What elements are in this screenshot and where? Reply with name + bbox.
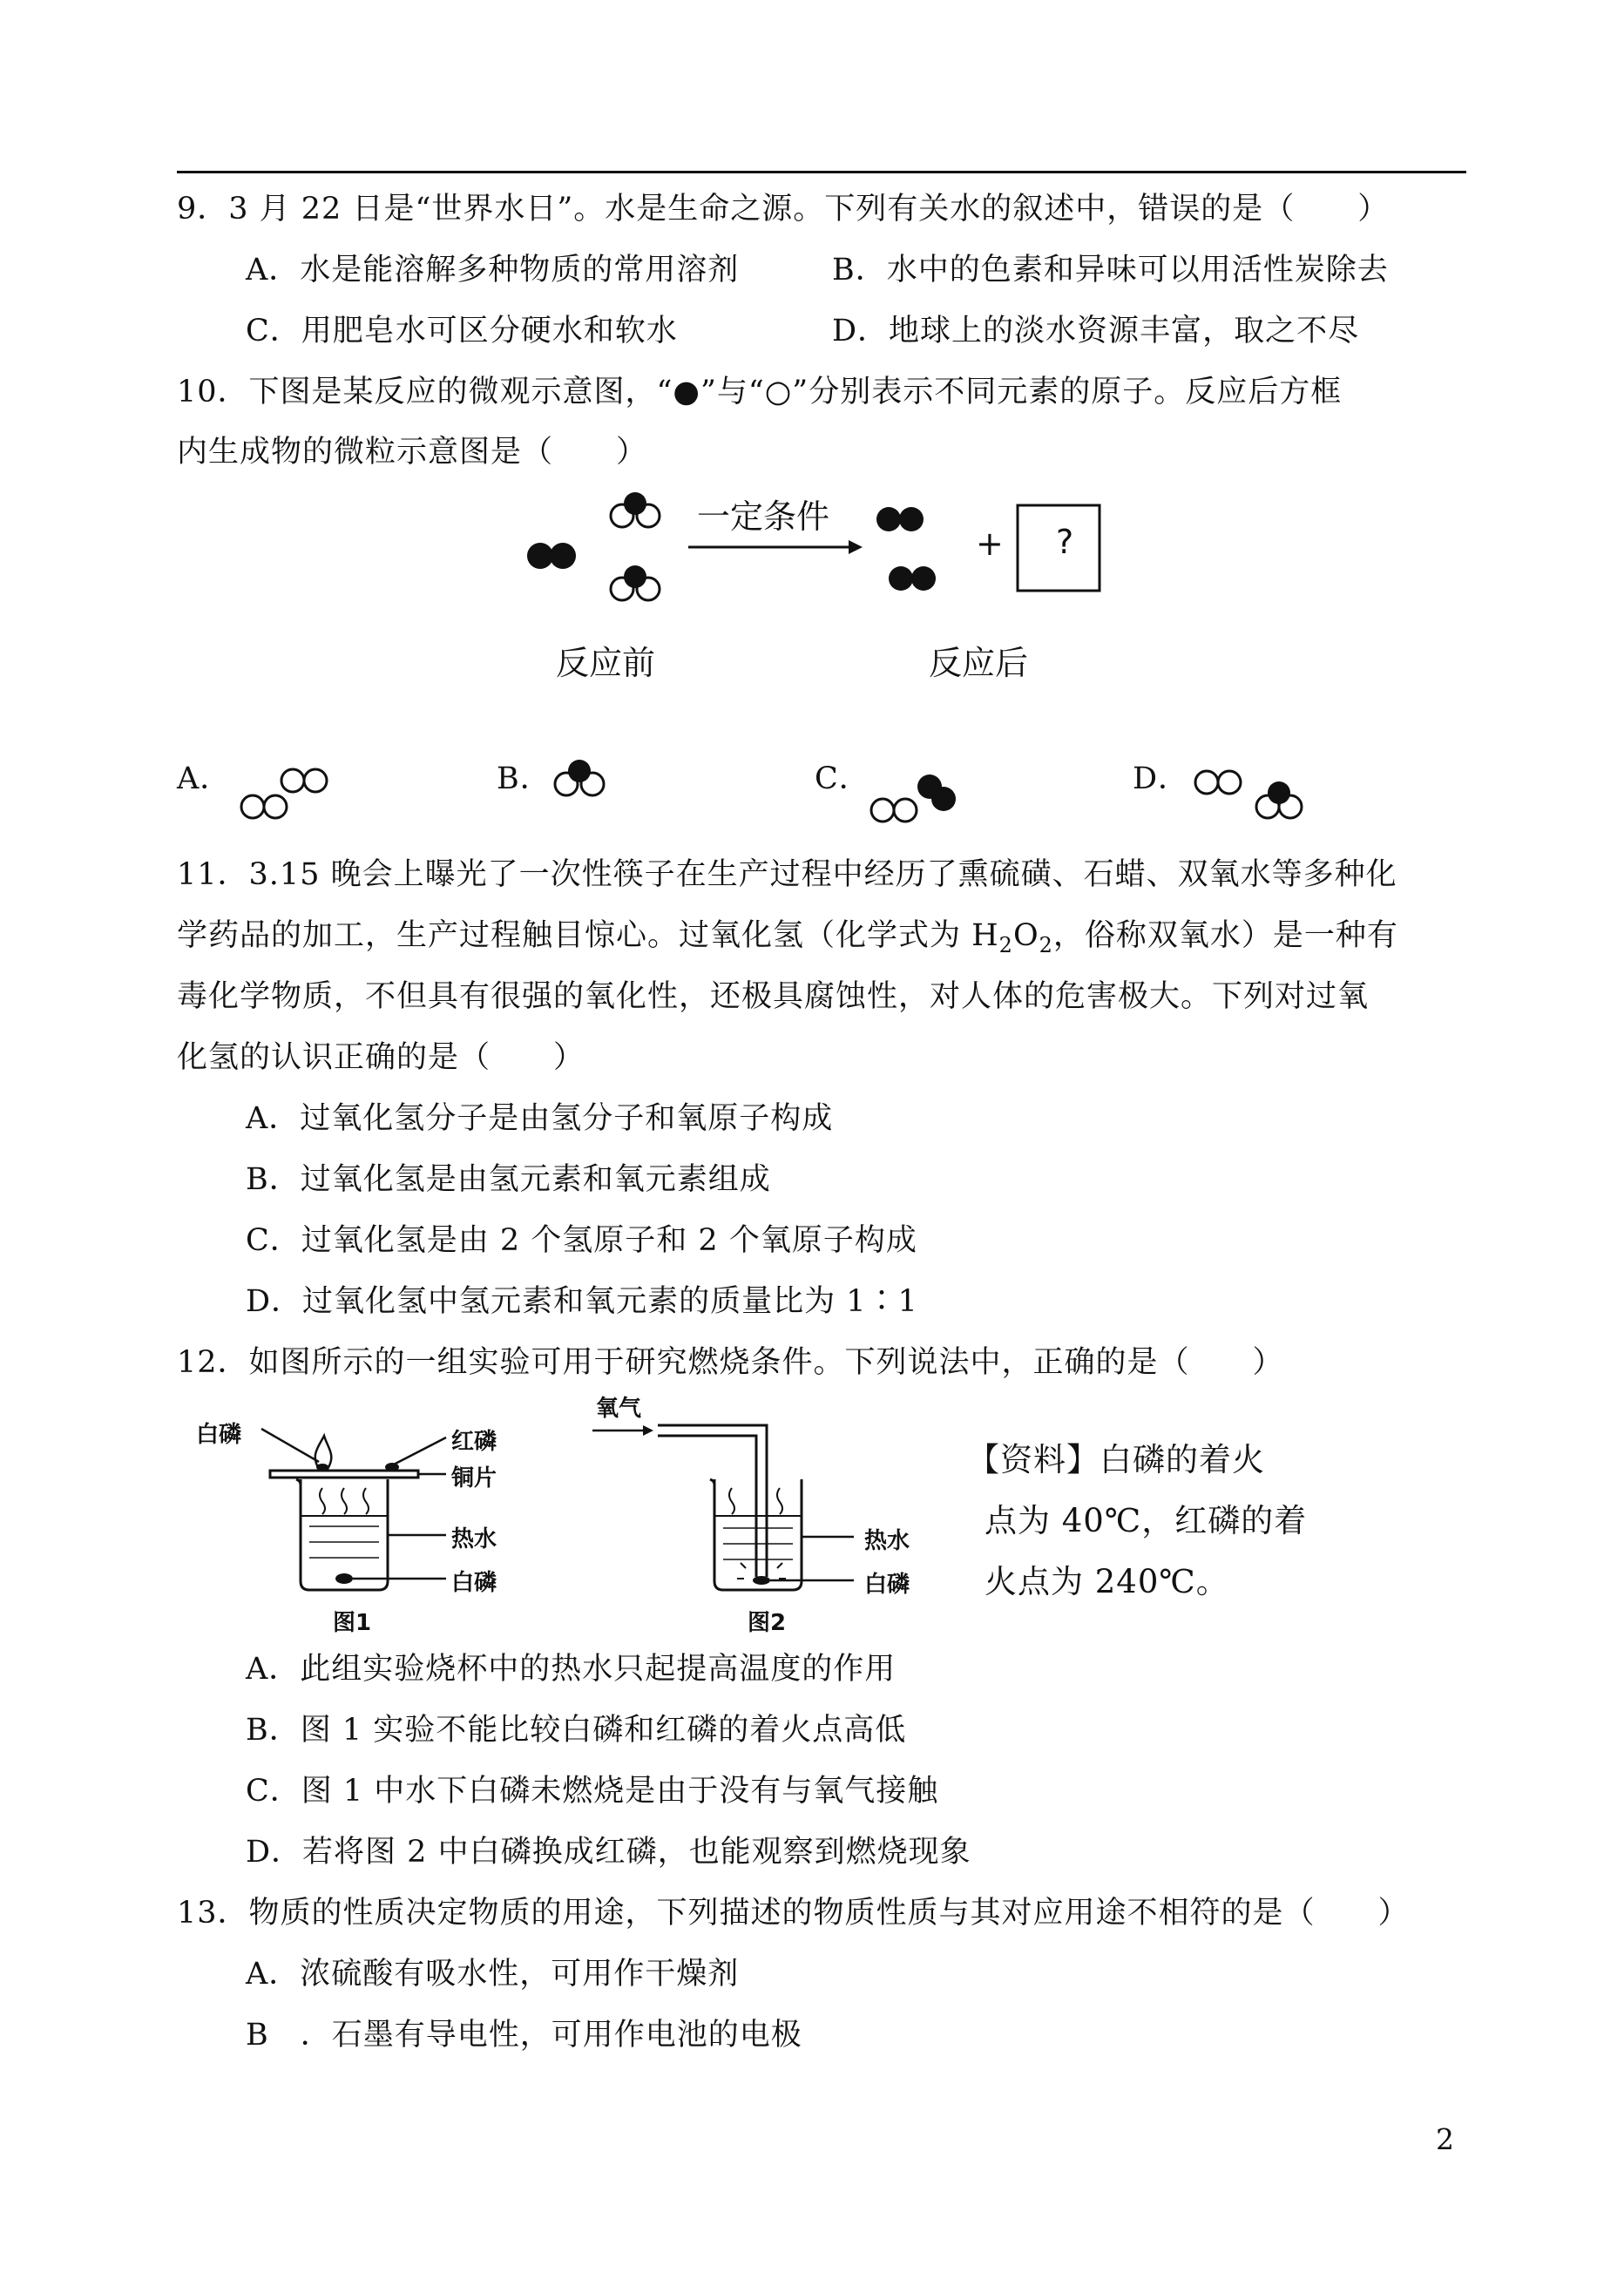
fig2-caption: 图2 (748, 1610, 787, 1636)
reactant-triatomic-molecule-top (611, 492, 660, 527)
q13-option-b: B ．石墨有导电性，可用作电池的电极 (246, 2018, 802, 2053)
q11-option-c: C．过氧化氢是由 2 个氢原子和 2 个氧原子构成 (246, 1223, 917, 1258)
figure-1-beaker-setup (261, 1411, 610, 1612)
q9-stem: 9．3 月 22 日是“世界水日”。水是生命之源。下列有关水的叙述中，错误的是（ ） (177, 192, 1390, 227)
plus-sign: + (976, 524, 1004, 563)
unknown-question-mark: ? (1056, 523, 1074, 561)
q13-option-a: A．浓硫酸有吸水性，可用作干燥剂 (246, 1957, 740, 1992)
fig1-white-phosphorus-bottom-label: 白磷 (451, 1570, 497, 1596)
q11-line3: 毒化学物质，不但具有很强的氧化性，还极具腐蚀性，对人体的危害极大。下列对过氧 (177, 979, 1370, 1014)
info-line1: 【资料】白磷的着火 (967, 1441, 1265, 1478)
q11-option-b: B．过氧化氢是由氢元素和氧元素组成 (246, 1162, 771, 1197)
q9-option-d: D．地球上的淡水资源丰富，取之不尽 (832, 314, 1360, 348)
q11-line4: 化氢的认识正确的是（ ） (177, 1040, 585, 1075)
formula-subscript-h: 2 (998, 933, 1013, 957)
fig1-red-phosphorus-label: 红磷 (451, 1429, 497, 1455)
q13-stem: 13．物质的性质决定物质的用途，下列描述的物质性质与其对应用途不相符的是（ ） (177, 1896, 1410, 1931)
fig1-copper-label: 铜片 (451, 1465, 497, 1491)
q10-option-d-label: D． (1133, 761, 1190, 796)
q11-line1: 11．3.15 晚会上曝光了一次性筷子在生产过程中经历了熏硫磺、石蜡、双氧水等多种化 (177, 857, 1397, 892)
fig2-hot-water-label: 热水 (864, 1528, 910, 1554)
q12-option-a: A．此组实验烧杯中的热水只起提高温度的作用 (246, 1652, 897, 1687)
q10-option-d-molecules (1189, 758, 1320, 828)
product-black-molecule-1 (876, 507, 924, 531)
info-line2: 点为 40℃，红磷的着 (985, 1502, 1308, 1539)
q11-line2-part2: ，俗称双氧水）是一种有 (1052, 918, 1398, 953)
q10-option-c-molecules (867, 762, 971, 832)
q12-option-d: D．若将图 2 中白磷换成红磷，也能观察到燃烧现象 (246, 1835, 971, 1870)
q11-line2-part1: 学药品的加工，生产过程触目惊心。过氧化氢（化学式为 H (177, 918, 999, 953)
q10-option-b-label: B． (497, 761, 551, 796)
page-number: 2 (1436, 2122, 1454, 2156)
q10-stem-line1: 10．下图是某反应的微观示意图，“●”与“○”分别表示不同元素的原子。反应后方框 (177, 375, 1343, 409)
fig2-oxygen-label: 氧气 (596, 1396, 642, 1422)
reaction-condition-label: 一定条件 (697, 497, 830, 536)
q11-line2 (177, 917, 1398, 964)
info-line3: 火点为 240℃。 (985, 1563, 1229, 1600)
q9-option-c: C．用肥皂水可区分硬水和软水 (246, 314, 678, 348)
reactant-triatomic-molecule-bottom (611, 565, 660, 600)
q10-option-a-molecules (235, 758, 348, 828)
q11-option-d: D．过氧化氢中氢元素和氧元素的质量比为 1∶1 (246, 1284, 918, 1319)
formula-subscript-o: 2 (1039, 933, 1053, 957)
q10-stem-line2: 内生成物的微粒示意图是（ ） (177, 435, 648, 470)
formula-o: O (1012, 918, 1039, 953)
product-black-molecule-2 (889, 566, 936, 591)
fig1-caption: 图1 (333, 1610, 372, 1636)
after-reaction-label: 反应后 (929, 644, 1029, 682)
q10-option-a-label: A． (177, 761, 232, 796)
q12-option-c: C．图 1 中水下白磷未燃烧是由于没有与氧气接触 (246, 1774, 939, 1809)
q12-option-b: B．图 1 实验不能比较白磷和红磷的着火点高低 (246, 1713, 907, 1748)
q10-option-b-molecule (549, 749, 636, 810)
q10-option-c-label: C． (815, 761, 870, 796)
reactant-black-molecule (527, 543, 576, 569)
q9-option-b: B．水中的色素和异味可以用活性炭除去 (832, 253, 1389, 287)
q11-option-a: A．过氧化氢分子是由氢分子和氧原子构成 (246, 1101, 834, 1136)
fig1-white-phosphorus-top-label: 白磷 (196, 1422, 242, 1448)
fig1-hot-water-label: 热水 (451, 1526, 497, 1552)
before-reaction-label: 反应前 (556, 644, 656, 682)
fig2-white-phosphorus-label: 白磷 (864, 1572, 910, 1598)
q9-option-a: A．水是能溶解多种物质的常用溶剂 (246, 253, 740, 287)
header-rule (177, 171, 1466, 173)
q12-stem: 12．如图所示的一组实验可用于研究燃烧条件。下列说法中，正确的是（ ） (177, 1345, 1284, 1380)
